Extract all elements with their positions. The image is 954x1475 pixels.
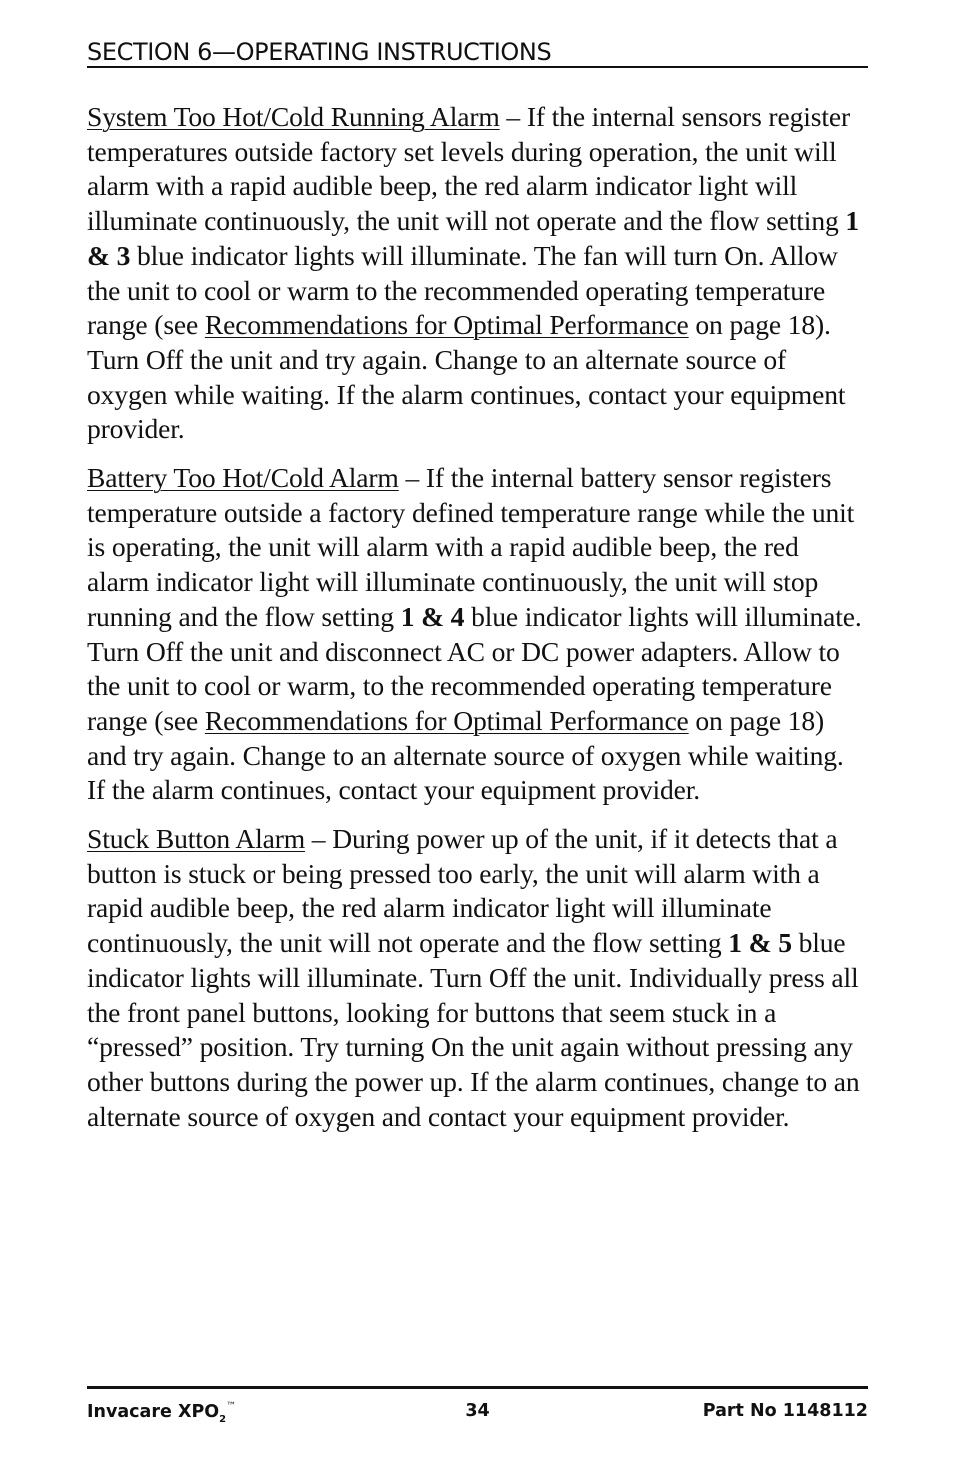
alarm-title: Battery Too Hot/Cold Alarm bbox=[87, 462, 399, 494]
paragraph-battery-too-hot-cold bbox=[87, 461, 867, 808]
flow-setting-lights: 1 & 5 bbox=[728, 927, 792, 959]
paragraph-text: on page 18) and try again. Change to an alternate source of oxygen while waiting. If the alarm continues, contact your equipment provider. bbox=[87, 704, 844, 806]
paragraph-text: blue indicator lights will illuminate. Turn Off the unit and disconnect AC or DC power adapters. Allow to the unit to cool or warm, to the recommended operating temperature range (see bbox=[87, 600, 862, 736]
paragraph-system-too-hot-cold bbox=[87, 100, 867, 447]
flow-setting-lights: 1 & 3 bbox=[87, 205, 860, 271]
page-footer bbox=[87, 1386, 868, 1429]
paragraph-text: – If the internal sensors register temperatures outside factory set levels during operation, the unit will alarm with a rapid audible beep, the red alarm indicator light will illuminate continuously, the unit will not operate and the flow setting bbox=[87, 101, 850, 237]
paragraph-text: – If the internal battery sensor registers temperature outside a factory defined temperature range while the unit is operating, the unit will alarm with a rapid audible beep, the red alarm indicator light will illuminate continuously, the unit will stop running and the flow setting bbox=[87, 462, 855, 632]
cross-reference-link[interactable]: Recommendations for Optimal Performance bbox=[204, 704, 689, 736]
alarm-title: Stuck Button Alarm bbox=[87, 823, 306, 855]
paragraph-text: blue indicator lights will illuminate. The fan will turn On. Allow the unit to cool or warm to the recommended operating temperature range (see bbox=[87, 239, 838, 341]
cross-reference-link[interactable]: Recommendations for Optimal Performance bbox=[204, 309, 689, 341]
product-name: Invacare XPO bbox=[87, 1402, 220, 1422]
paragraph-text: – During power up of the unit, if it detects that a button is stuck or being pressed too early, the unit will alarm with a rapid audible beep, the red alarm indicator light will illuminate continuously, the unit will not operate and the flow setting bbox=[87, 823, 838, 959]
paragraph-stuck-button bbox=[87, 822, 867, 1134]
trademark-symbol: ™ bbox=[226, 1401, 237, 1412]
flow-setting-lights: 1 & 4 bbox=[400, 600, 465, 632]
paragraph-text: on page 18). Turn Off the unit and try again. Change to an alternate source of oxygen while waiting. If the alarm continues, contact your equipment provider. bbox=[87, 309, 846, 445]
page-content bbox=[87, 100, 867, 1148]
section-header: SECTION 6—OPERATING INSTRUCTIONS bbox=[87, 38, 868, 68]
paragraph-text: blue indicator lights will illuminate. Turn Off the unit. Individually press all the front panel buttons, looking for buttons that seem stuck in a “pressed” position. Try turning On the unit again without pressing any other buttons during the power up. If the alarm continues, change to an alternate source of oxygen and contact your equipment provider. bbox=[87, 927, 860, 1132]
page-number: 34 bbox=[465, 1401, 490, 1421]
part-number: Part No 1148112 bbox=[702, 1401, 868, 1421]
alarm-title: System Too Hot/Cold Running Alarm bbox=[87, 101, 500, 132]
product-subscript: 2 bbox=[219, 1414, 227, 1425]
